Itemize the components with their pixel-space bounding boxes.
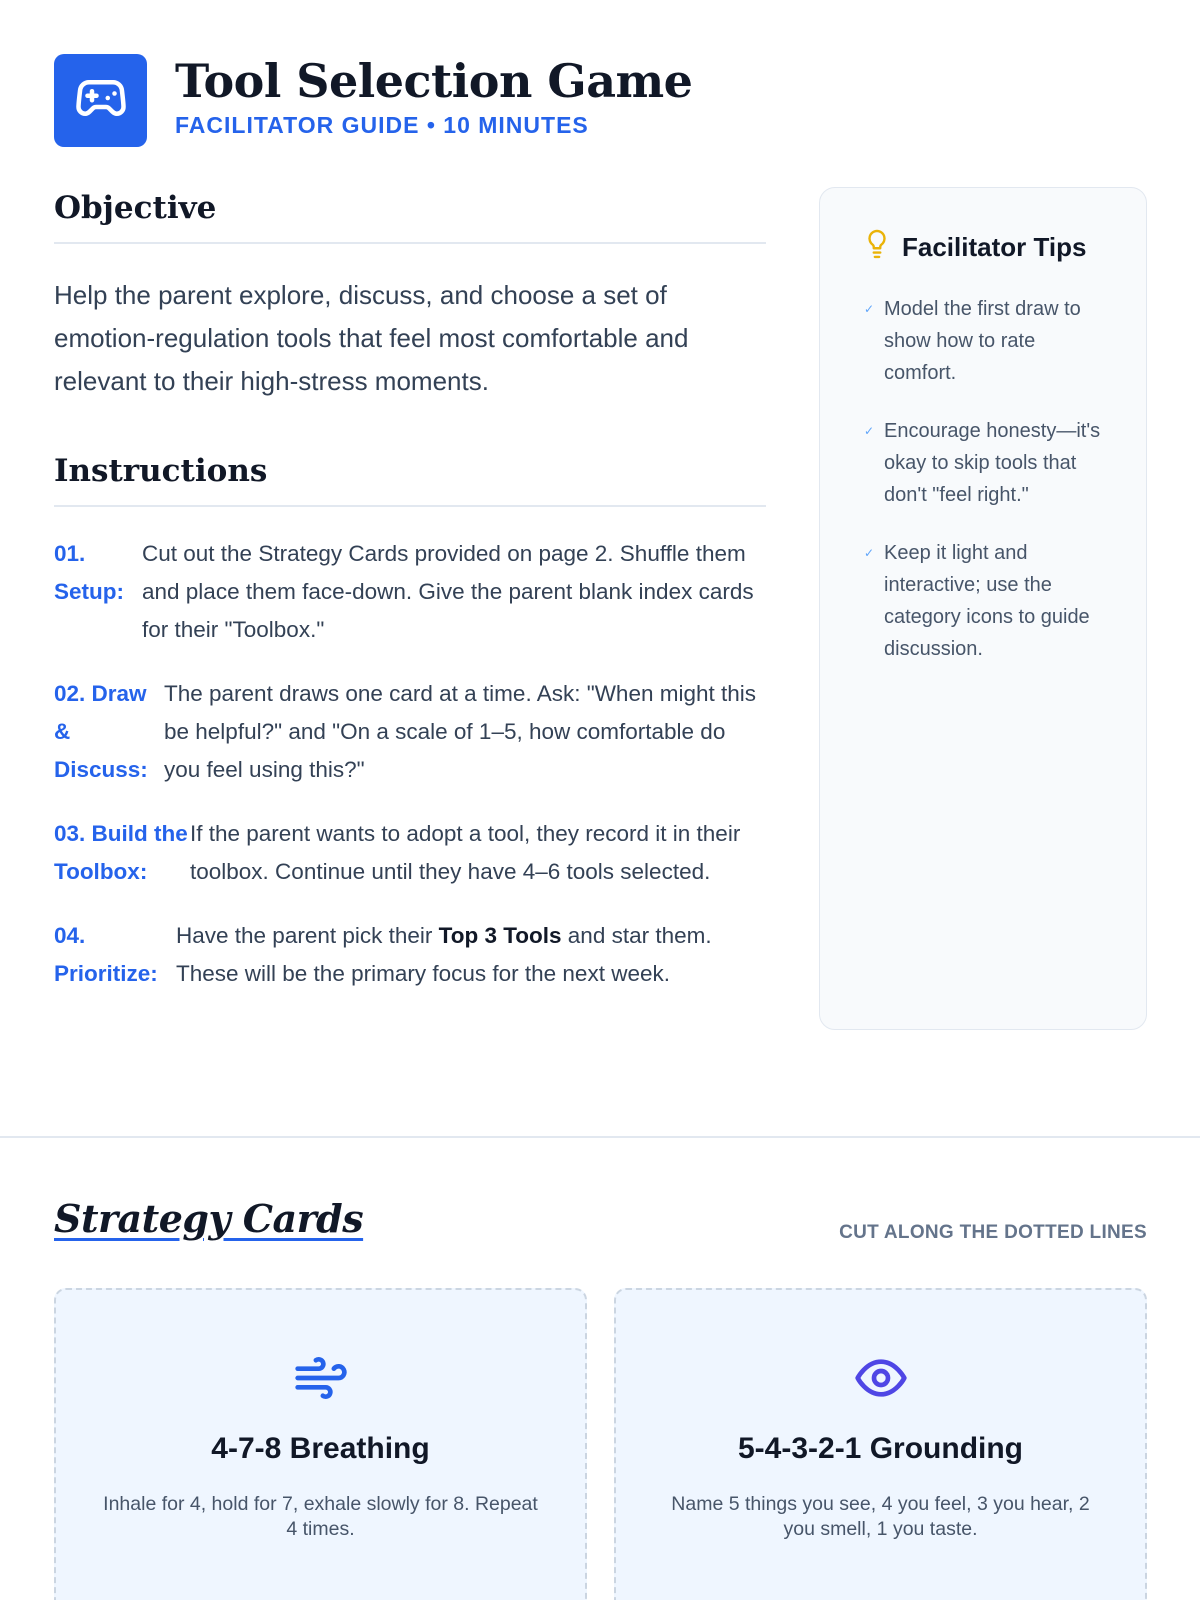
step-2 [54, 675, 766, 789]
header [54, 54, 692, 147]
card-description: Inhale for 4, hold for 7, exhale slowly for 8. Repeat 4 times. [103, 1493, 538, 1540]
step-number: 04. Prioritize: [54, 923, 158, 986]
instructions-heading: Instructions [54, 453, 766, 507]
card-description: Name 5 things you see, 4 you feel, 3 you hear, 2 you smell, 1 you taste. [671, 1493, 1090, 1540]
cut-instruction: CUT ALONG THE DOTTED LINES [839, 1222, 1147, 1243]
step-text: Cut out the Strategy Cards provided on page 2. Shuffle them and place them face-down. Give the parent blank index cards for their "Toolbox." [142, 541, 754, 642]
step-number: 03. Build the Toolbox: [54, 821, 188, 884]
section-divider [0, 1136, 1200, 1138]
step-4 [54, 917, 766, 993]
main-content [54, 190, 766, 1019]
step-number: 01. Setup: [54, 541, 124, 604]
eye-icon [849, 1350, 913, 1406]
step-number: 02. Draw & Discuss: [54, 681, 148, 782]
wind-icon [289, 1350, 353, 1406]
objective-text: Help the parent explore, discuss, and choose a set of emotion-regulation tools that feel most comfortable and relevant to their high-stress moments. [54, 280, 689, 396]
tip-item: ✓ Keep it light and interactive; use the category icons to guide discussion. [864, 537, 1110, 665]
tips-title: Facilitator Tips [902, 232, 1087, 262]
step-3 [54, 815, 766, 891]
step-text: If the parent wants to adopt a tool, they record it in their toolbox. Continue until they have 4–6 tools selected. [190, 821, 741, 884]
lightbulb-icon [864, 228, 890, 267]
card-title: 4-7-8 Breathing [211, 1432, 430, 1465]
tip-item: ✓ Encourage honesty—it's okay to skip tools that don't "feel right." [864, 415, 1110, 511]
page-title: Tool Selection Game [175, 53, 693, 108]
card-title: 5-4-3-2-1 Grounding [737, 1432, 1023, 1465]
page-subtitle: FACILITATOR GUIDE • 10 MINUTES [175, 112, 589, 139]
strategy-cards-heading: Strategy Cards [54, 1196, 364, 1241]
facilitator-tips-panel [819, 187, 1147, 1030]
gamepad-icon [74, 71, 128, 130]
check-icon: ✓ [864, 424, 875, 438]
tip-item: ✓ Model the first draw to show how to rate comfort. [864, 293, 1110, 389]
check-icon: ✓ [864, 302, 875, 316]
logo [54, 54, 147, 147]
step-text: The parent draws one card at a time. Ask: "When might this be helpful?" and "On a scale of 1–5, how comfortable do you feel using this?" [164, 681, 757, 782]
objective-heading: Objective [54, 190, 766, 244]
step-text: Have the parent pick their Top 3 Tools and star them. These will be the primary focus for the next week. [176, 923, 712, 986]
check-icon: ✓ [864, 546, 875, 560]
strategy-card [614, 1288, 1147, 1600]
step-1 [54, 535, 766, 649]
top-tools-emphasis: Top 3 Tools [438, 923, 562, 948]
strategy-card [54, 1288, 587, 1600]
instruction-steps [54, 535, 766, 993]
